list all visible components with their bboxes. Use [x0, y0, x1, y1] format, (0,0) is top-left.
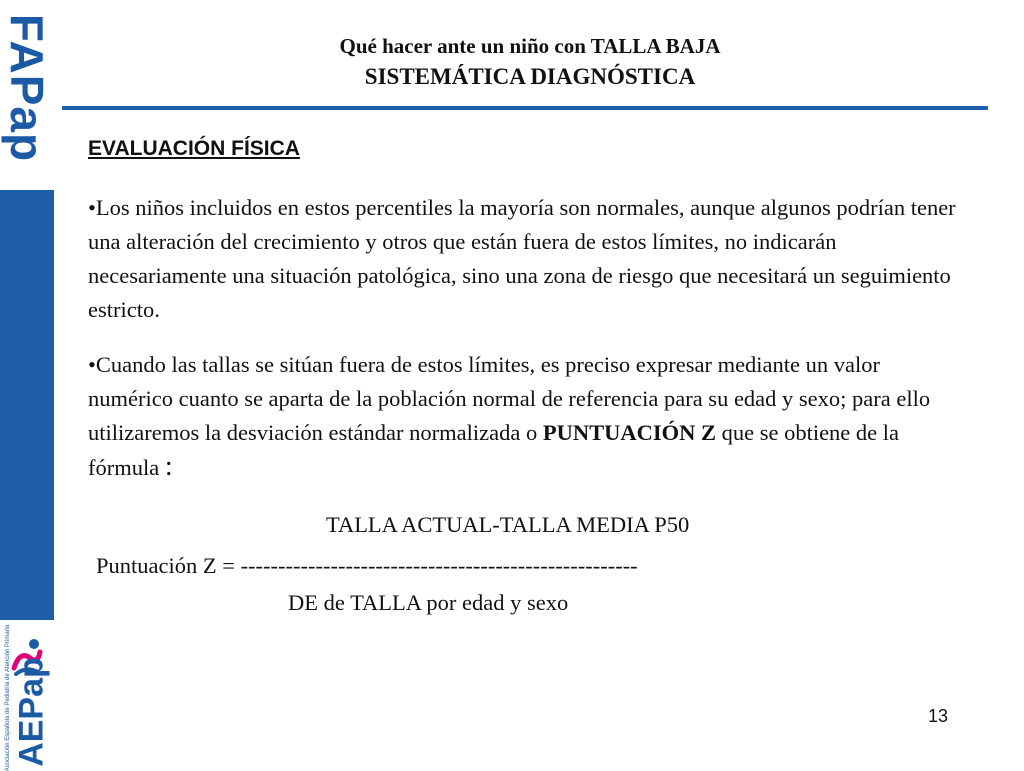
sidebar-blue-bar: [0, 190, 54, 620]
paragraph-z-score: [88, 348, 968, 485]
paragraph-colon: :: [164, 451, 173, 482]
slide-subtitle: SISTEMÁTICA DIAGNÓSTICA: [364, 64, 696, 89]
z-score-term: PUNTUACIÓN Z: [542, 420, 716, 445]
formula-label: Puntuación Z =: [96, 553, 241, 578]
slide-title: Qué hacer ante un niño con TALLA BAJA: [339, 34, 721, 58]
paragraph-z-score-text-2: que se obtiene de la fórmula: [88, 420, 900, 480]
aepap-logo-text: AEPap: [12, 657, 51, 767]
formula-dashes: -----------------------------------------------------: [240, 553, 638, 578]
aepap-tagline: Asociación Española de Pediatría de Atención Primaria: [5, 624, 11, 771]
paragraph-z-score-text-1: •Cuando las tallas se sitúan fuera de estos límites, es preciso expresar mediante un valor numérico cuanto se aparta de la población normal de referencia para su edad y sexo; para ello utilizaremos la desviación estándar normalizada o: [88, 352, 931, 445]
formula-fraction-line: [96, 553, 638, 579]
page-number: 13: [928, 706, 949, 726]
paragraph-percentiles: •Los niños incluidos en estos percentiles la mayoría son normales, aunque algunos podrían tener una alteración del crecimiento y otros que están fuera de estos límites, no indicarán necesariamente una situación patológica, sino una zona de riesgo que necesitará un seguimiento estricto.: [88, 195, 956, 322]
formula-numerator: TALLA ACTUAL-TALLA MEDIA P50: [326, 512, 690, 537]
formula-denominator: DE de TALLA por edad y sexo: [288, 590, 569, 615]
section-heading: EVALUACIÓN FÍSICA: [88, 137, 300, 160]
fapap-logo-text: FAPap: [1, 13, 53, 163]
aepap-logo: [0, 624, 54, 771]
fapap-logo: [0, 10, 54, 163]
header-divider: [62, 106, 988, 110]
left-sidebar: [0, 0, 54, 771]
